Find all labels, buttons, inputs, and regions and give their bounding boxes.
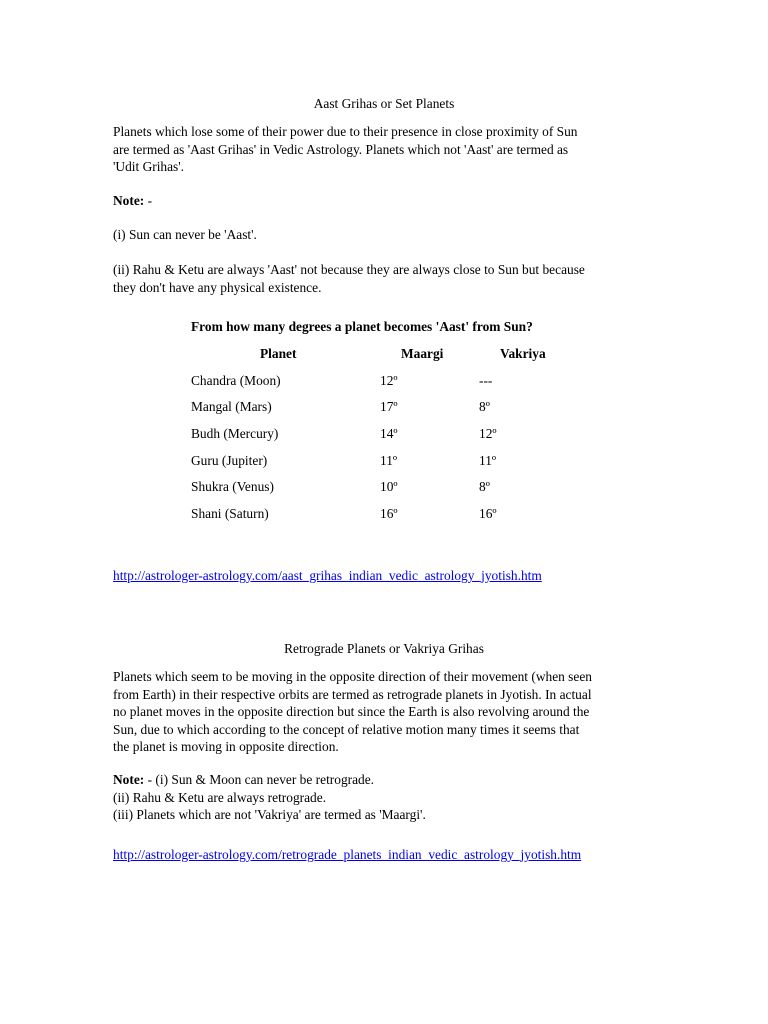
maargi-cell: 12º	[380, 373, 398, 388]
column-header-planet: Planet	[260, 346, 297, 361]
section1-point2-line: (ii) Rahu & Ketu are always 'Aast' not because they are always close to Sun but because	[113, 262, 585, 277]
section2-note-line: (ii) Rahu & Ketu are always retrograde.	[113, 789, 327, 805]
planet-cell: Budh (Mercury)	[191, 426, 279, 441]
section2-intro-line: from Earth) in their respective orbits are termed as retrograde planets in Jyotish. In actual	[113, 686, 592, 702]
column-header-maargi: Maargi	[401, 346, 444, 361]
vakriya-cell: 16º	[479, 506, 497, 521]
section1-intro	[113, 123, 658, 176]
retrograde-planets-link[interactable]: http://astrologer-astrology.com/retrograde_planets_indian_vedic_astrology_jyotish.htm	[113, 847, 582, 862]
aast-grihas-link[interactable]: http://astrologer-astrology.com/aast_grihas_indian_vedic_astrology_jyotish.htm	[113, 568, 542, 583]
planet-cell: Chandra (Moon)	[191, 373, 281, 388]
planet-cell: Shukra (Venus)	[191, 479, 274, 494]
section2-title: Retrograde Planets or Vakriya Grihas	[284, 641, 484, 656]
maargi-cell: 10º	[380, 479, 398, 494]
note-text: - (i) Sun & Moon can never be retrograde.	[144, 772, 375, 787]
section1-point2-line: they don't have any physical existence.	[113, 279, 322, 295]
maargi-cell: 14º	[380, 426, 398, 441]
section2-intro-line: Planets which seem to be moving in the opposite direction of their movement (when seen	[113, 669, 592, 684]
table-heading: From how many degrees a planet becomes 'Aast' from Sun?	[191, 319, 533, 334]
vakriya-cell: 12º	[479, 426, 497, 441]
section2-note-line	[113, 771, 658, 789]
planet-cell: Shani (Saturn)	[191, 506, 269, 521]
section2-note	[113, 771, 658, 824]
section1-intro-line: Planets which lose some of their power due to their presence in close proximity of Sun	[113, 124, 578, 139]
section1-intro-line: are termed as 'Aast Grihas' in Vedic Astrology. Planets which not 'Aast' are termed as	[113, 141, 569, 157]
section2-intro-line: Sun, due to which according to the concept of relative motion many times it seems that	[113, 721, 580, 737]
section1-point1: (i) Sun can never be 'Aast'.	[113, 227, 257, 242]
section1-title: Aast Grihas or Set Planets	[313, 96, 455, 111]
maargi-cell: 11º	[380, 453, 398, 468]
maargi-cell: 17º	[380, 399, 398, 414]
maargi-cell: 16º	[380, 506, 398, 521]
note-label: Note:	[113, 772, 145, 787]
column-header-vakriya: Vakriya	[500, 346, 546, 361]
vakriya-cell: 11º	[479, 453, 497, 468]
vakriya-cell: ---	[479, 373, 493, 388]
note-suffix: -	[144, 193, 153, 208]
note-label: Note:	[113, 193, 145, 208]
section1-intro-line: 'Udit Grihas'.	[113, 159, 185, 174]
planet-cell: Guru (Jupiter)	[191, 453, 268, 468]
section2-intro-line: the planet is moving in opposite direction.	[113, 739, 339, 754]
vakriya-cell: 8º	[479, 399, 490, 414]
section1-note	[113, 192, 658, 210]
section2-intro-line: no planet moves in the opposite direction but since the Earth is also revolving around the	[113, 704, 590, 719]
vakriya-cell: 8º	[479, 479, 490, 494]
section1-point2	[113, 261, 658, 296]
section2-intro	[113, 668, 658, 756]
planet-cell: Mangal (Mars)	[191, 399, 272, 414]
section2-note-line: (iii) Planets which are not 'Vakriya' are termed as 'Maargi'.	[113, 807, 426, 822]
